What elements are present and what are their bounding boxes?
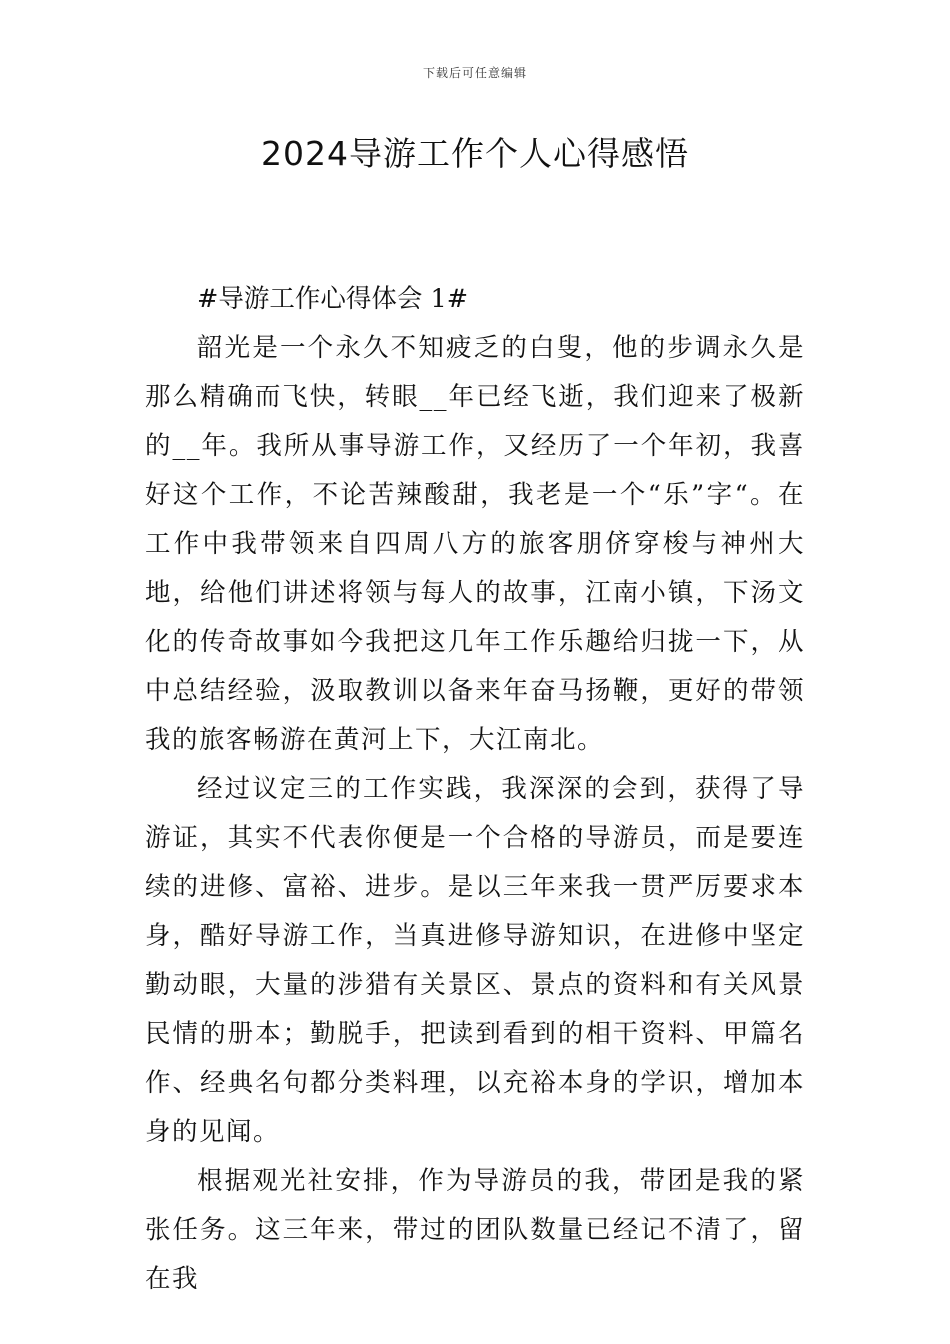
paragraph-2: 经过议定三的工作实践，我深深的会到，获得了导游证，其实不代表你便是一个合格的导游员，而是要连续的进修、富裕、进步。是以三年来我一贯严厉要求本身，酷好导游工作，当真进修导游知识，在进修中坚定勤动眼，大量的涉猎有关景区、景点的资料和有关风景民情的册本；勤脱手，把读到看到的相干资料、甲篇名作、经典名句都分类料理，以充裕本身的学识，增加本身的见闻。 [145,774,805,1147]
paragraph-1: 韶光是一个永久不知疲乏的白叟，他的步调永久是那么精确而飞快，转眼__年已经飞逝，我们迎来了极新的__年。我所从事导游工作，又经历了一个年初，我喜好这个工作，不论苦辣酸甜，我老是一个“乐”字“。在工作中我带领来自四周八方的旅客朋侪穿梭与神州大地，给他们讲述将领与每人的故事，江南小镇，下汤文化的传奇故事如今我把这几年工作乐趣给归拢一下，从中总结经验，汲取教训以备来年奋马扬鞭，更好的带领我的旅客畅游在黄河上下，大江南北。 [145,333,805,755]
page-header-note: 下载后可任意编辑 [422,66,527,80]
document-title: 2024导游工作个人心得感悟 [261,134,689,173]
paragraph-3: 根据观光社安排，作为导游员的我，带团是我的紧张任务。这三年来，带过的团队数量已经记不清了，留在我 [145,1166,805,1294]
section-heading: #导游工作心得体会 1# [197,284,469,314]
document-body [145,275,805,1304]
